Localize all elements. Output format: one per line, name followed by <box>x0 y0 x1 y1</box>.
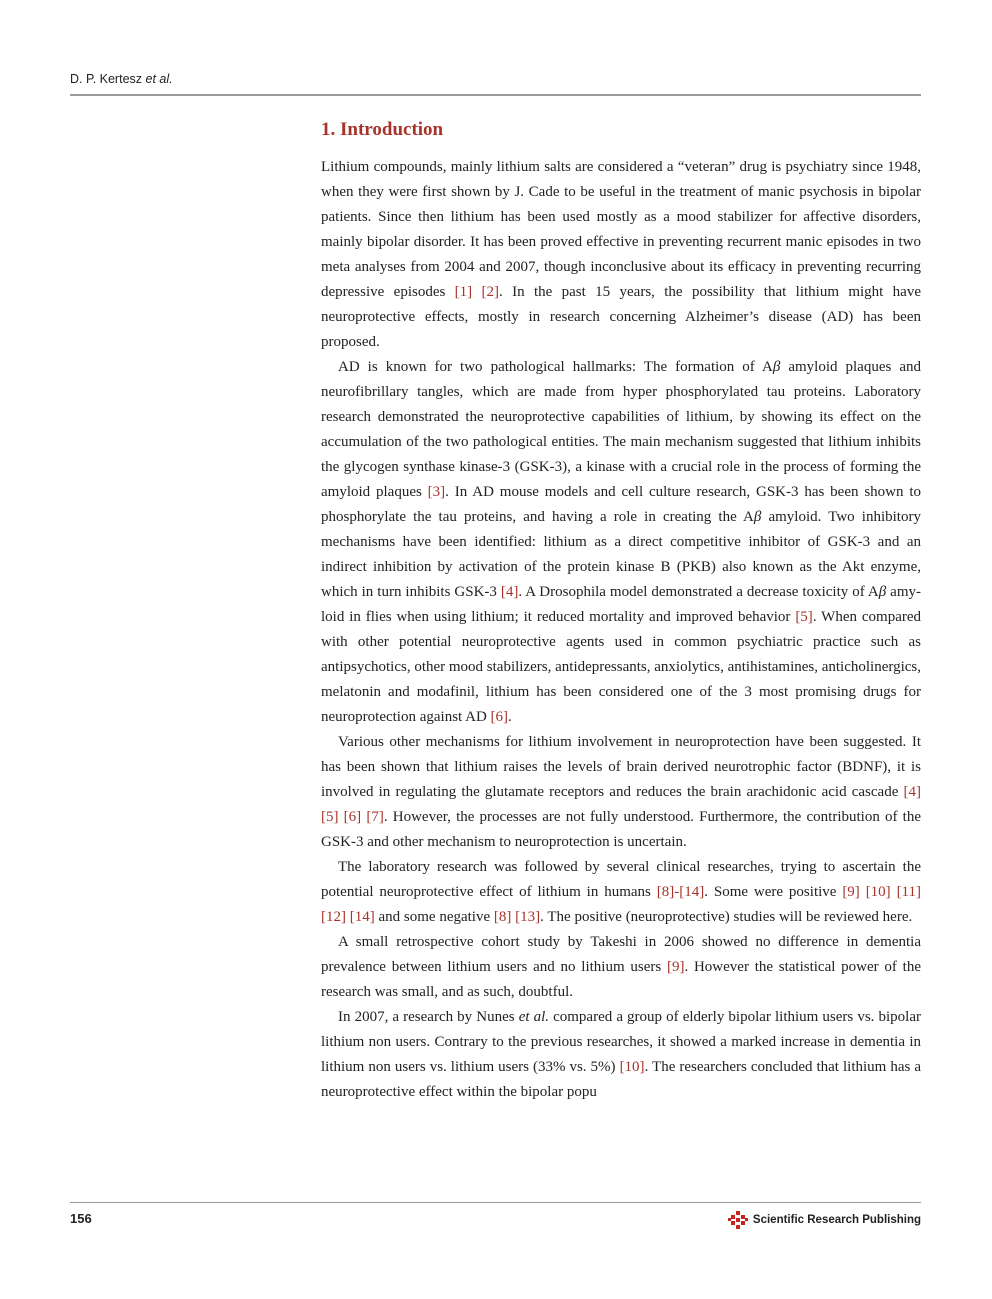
text-span: compared a group of elderly bipolar lithium users vs. bipolar lithium non users. Contrary to the previous researches, it showed a marked increase in dementia in lithium non users vs. lithium users (33% vs. 5%) <box>321 1009 921 1075</box>
etal-italic: et al. <box>518 1009 550 1025</box>
header-divider <box>70 94 921 96</box>
publisher-logo[interactable] <box>728 1210 921 1230</box>
text-span: amyloid in flies when using lithium; it reduced mortality and improved behavior <box>321 584 922 625</box>
text-span: . However, the processes are not fully understood. Furthermore, the contribution of the GSK-3 and other mechanism to neuroprotection is uncertain. <box>321 809 921 850</box>
citation-link[interactable]: [10] <box>865 884 891 900</box>
page-number: 156 <box>70 1211 92 1226</box>
body-text <box>321 155 921 1105</box>
citation-link[interactable]: [6] <box>343 809 362 825</box>
running-header-author <box>70 72 173 86</box>
author-etal: et al. <box>145 72 173 86</box>
citation-link[interactable]: [3] <box>427 484 446 500</box>
paragraph-3 <box>321 730 921 855</box>
text-span: . In AD mouse models and cell culture research, GSK-3 has been shown to phosphorylate the tau proteins, and having a role in creating the A <box>321 484 922 525</box>
text-span: . <box>508 709 512 725</box>
citation-link[interactable]: [5] <box>321 809 339 825</box>
text-span: In 2007, a research by Nunes <box>338 1009 519 1025</box>
text-span: . The researchers concluded that lithium has a neuroprotective effect within the bipolar popu <box>321 1059 921 1100</box>
text-span: Lithium compounds, mainly lithium salts are considered a “veteran” drug is psychiatry since 1948, when they were first shown by J. Cade to be useful in the treatment of manic psychosis in bipolar patients. Since then lithium has been used mostly as a mood stabilizer for affective disorders, mainly bipolar disorder. It has been proved effective in preventing recurrent manic episodes in two meta analyses from 2004 and 2007, though inconclusive about its efficacy in preventing recurring depressive episodes <box>321 159 921 300</box>
text-span: amyloid. Two inhibitory mechanisms have been identified: lithium as a direct competitive inhibitor of GSK-3 and an indirect inhibition by activation of the protein kinase B (PKB) also known as the Akt enzyme, which in turn inhibits GSK-3 <box>321 509 921 600</box>
text-span: . The positive (neuroprotective) studies will be reviewed here. <box>540 909 913 925</box>
paragraph-2 <box>321 355 921 730</box>
citation-link[interactable]: [9] <box>842 884 860 900</box>
text-span: A small retrospective cohort study by Takeshi in 2006 showed no difference in dementia prevalence between lithium users and no lithium users <box>321 934 921 975</box>
citation-link[interactable]: [2] <box>481 284 500 300</box>
citation-link[interactable]: [5] <box>795 609 813 625</box>
paragraph-5 <box>321 930 921 1005</box>
text-span: AD is known for two pathological hallmarks: The formation of A <box>338 359 773 375</box>
paragraph-1 <box>321 155 921 355</box>
text-span: . When compared with other potential neuroprotective agents used in common psychiatric practice such as antipsychotics, other mood stabilizers, antidepressants, anxiolytics, antihistamines, anticholinergics, melatonin and modafinil, lithium has been considered one of the 3 most promising drugs for neuroprotection against AD <box>321 609 922 725</box>
publisher-name: Scientific Research Publishing <box>752 1214 921 1226</box>
footer-divider <box>70 1202 921 1203</box>
citation-link[interactable]: [7] <box>366 809 384 825</box>
citation-link[interactable]: [13] <box>515 909 541 925</box>
citation-link[interactable]: [12] <box>321 909 346 925</box>
beta-symbol: β <box>878 584 887 600</box>
text-span: . However the statistical power of the research was small, and as such, doubtful. <box>321 959 921 1000</box>
citation-link[interactable]: [4] <box>500 584 519 600</box>
citation-link[interactable]: [1] <box>454 284 473 300</box>
citation-link[interactable]: [8] <box>493 909 512 925</box>
section-title: 1. Introduction <box>321 119 444 140</box>
citation-link[interactable]: [11] <box>896 884 921 900</box>
citation-link[interactable]: [14] <box>349 909 375 925</box>
publisher-logo-icon <box>728 1210 748 1230</box>
text-span: . Some were positive <box>704 884 843 900</box>
paragraph-4 <box>321 855 921 930</box>
text-span: Various other mechanisms for lithium involvement in neuroprotection have been suggested. It has been shown that lithium raises the levels of brain derived neurotrophic factor (BDNF), it is involved in regulating the glutamate receptors and reduces the brain arachidonic acid cascade <box>321 734 921 800</box>
citation-link[interactable]: [8]-[14] <box>656 884 705 900</box>
citation-link[interactable]: [6] <box>490 709 509 725</box>
paragraph-6 <box>321 1005 921 1105</box>
beta-symbol: β <box>772 359 781 375</box>
text-span: amyloid plaques and neurofibrillary tangles, which are made from hyper phosphorylated tau proteins. Laboratory research demonstrated the neuroprotective capabilities of lithium, by showing its effect on the accumulation of the two pathological entities. The main mechanism suggested that lithium inhibits the glycogen synthase kinase-3 (GSK-3), a kinase with a crucial role in the process of forming the amyloid plaques <box>321 359 922 500</box>
text-span: The laboratory research was followed by several clinical researches, trying to ascertain the potential neuroprotective effect of lithium in humans <box>321 859 921 900</box>
text-span: and some negative <box>374 909 494 925</box>
beta-symbol: β <box>753 509 762 525</box>
text-span: . A Drosophila model demonstrated a decrease toxicity of A <box>518 584 879 600</box>
citation-link[interactable]: [10] <box>619 1059 645 1075</box>
citation-link[interactable]: [9] <box>666 959 685 975</box>
text-span: . In the past 15 years, the possibility that lithium might have neuroprotective effects, mostly in research concerning Alzheimer’s disease (AD) has been proposed. <box>321 284 922 350</box>
author-name: D. P. Kertesz <box>70 72 143 86</box>
citation-link[interactable]: [4] <box>903 784 921 800</box>
